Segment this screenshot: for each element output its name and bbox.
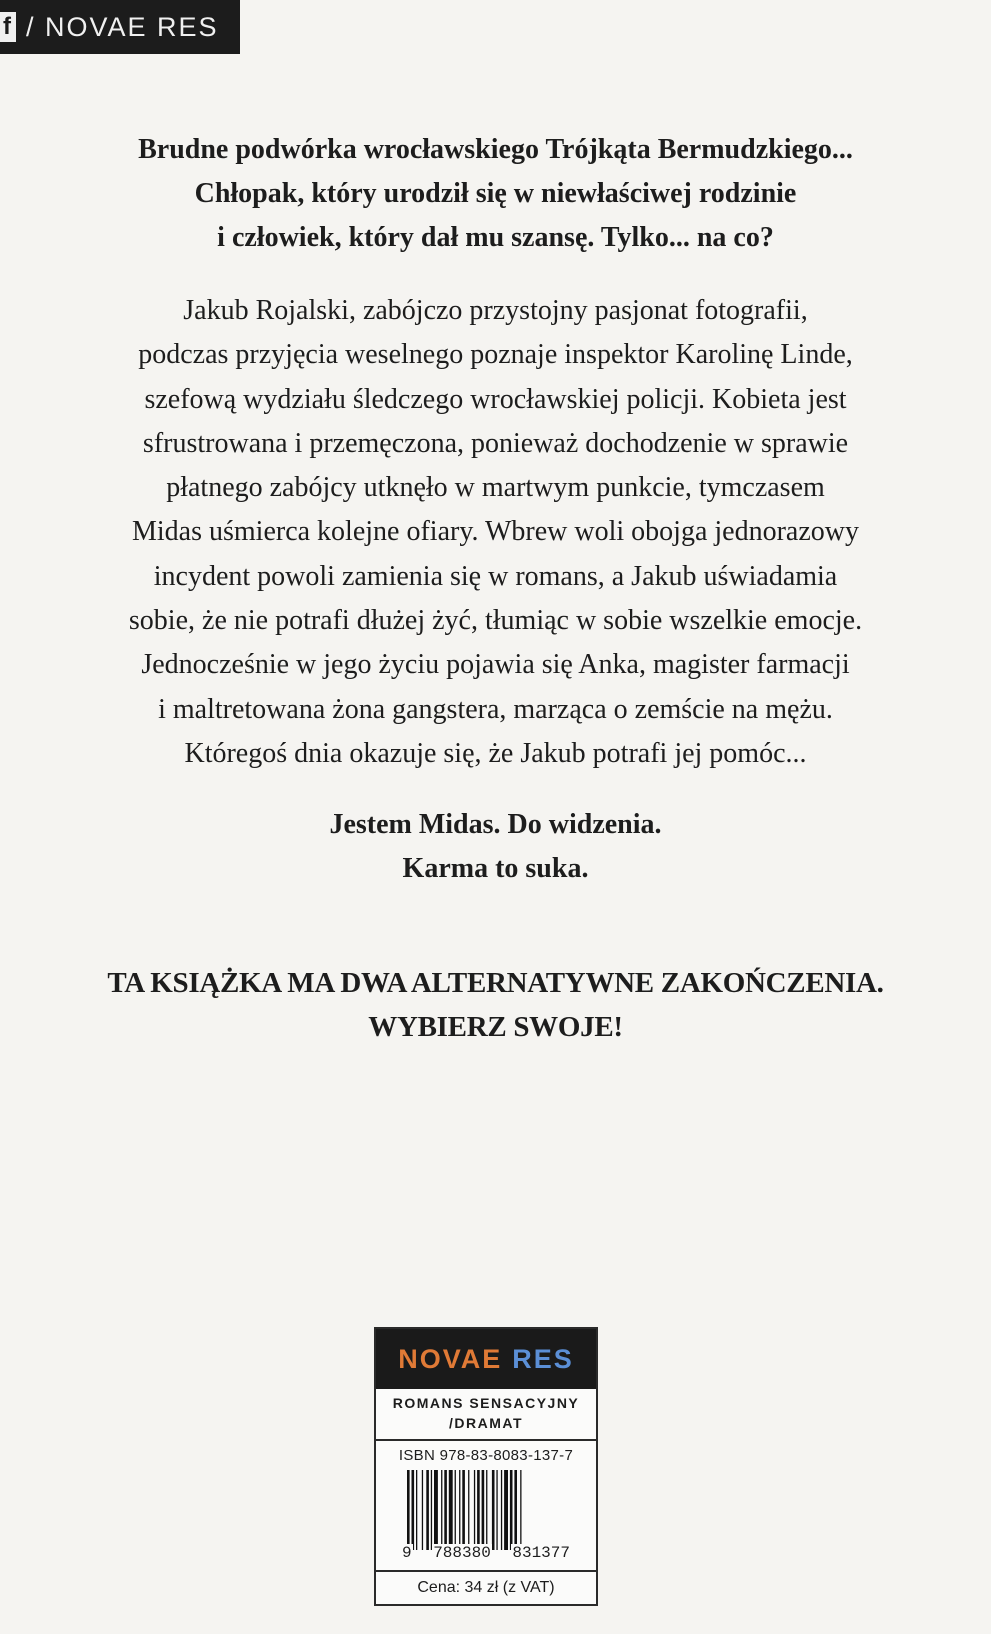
tagline-block	[0, 803, 991, 891]
barcode-bar	[486, 1470, 487, 1550]
description-line: płatnego zabójcy utknęło w martwym punkcie, tymczasem	[166, 472, 825, 504]
description-line: Midas uśmierca kolejne ofiary. Wbrew woli obojga jednorazowy	[131, 516, 859, 548]
barcode-bar	[501, 1470, 502, 1550]
barcode-bar	[426, 1470, 429, 1550]
barcode-bar	[422, 1470, 423, 1550]
back-cover-text	[0, 128, 991, 1049]
description-line: Jednocześnie w jego życiu pojawia się Anka, magister farmacji	[141, 649, 850, 681]
genre-line: /DRAMAT	[448, 1415, 523, 1431]
intro-block	[0, 128, 991, 260]
barcode-bar	[412, 1470, 415, 1550]
barcode-digit-group: 788380	[433, 1544, 491, 1562]
barcode	[401, 1470, 571, 1562]
alternative-endings-block	[0, 961, 991, 1049]
barcode-bar	[510, 1470, 513, 1550]
barcode-bar	[514, 1470, 517, 1550]
genre-line: ROMANS SENSACYJNY	[392, 1395, 580, 1411]
brand-second-word: RES	[512, 1343, 574, 1374]
barcode-digits	[401, 1544, 571, 1562]
description-line: Jakub Rojalski, zabójczo przystojny pasjonat fotografii,	[183, 295, 808, 326]
publisher-header-bar	[0, 0, 240, 54]
description-line: Któregoś dnia okazuje się, że Jakub potrafi jej pomóc...	[184, 737, 807, 769]
barcode-bar	[434, 1470, 438, 1550]
barcode-bar	[407, 1470, 410, 1550]
barcode-digit-group: 831377	[512, 1544, 570, 1562]
barcode-bar	[496, 1470, 497, 1550]
barcode-bar	[441, 1470, 442, 1550]
description-line: sfrustrowana i przemęczona, ponieważ dochodzenie w sprawie	[142, 427, 849, 459]
barcode-bar	[459, 1470, 460, 1550]
publisher-name: / NOVAE RES	[26, 11, 219, 42]
description-line: podczas przyjęcia weselnego poznaje inspektor Karolinę Linde,	[138, 339, 853, 371]
facebook-icon[interactable]: f	[0, 12, 16, 42]
price-label: Cena: 34 zł (z VAT)	[376, 1570, 596, 1604]
barcode-bar	[468, 1470, 469, 1550]
alternative-line: WYBIERZ SWOJE!	[368, 1011, 623, 1044]
barcode-bar	[449, 1470, 453, 1550]
book-info-box	[374, 1327, 598, 1606]
tagline-line: Karma to suka.	[402, 853, 589, 885]
publisher-logo	[376, 1329, 596, 1389]
description-line: i maltretowana żona gangstera, marząca o zemście na mężu.	[158, 693, 833, 725]
barcode-bar	[455, 1470, 456, 1550]
description-line: szefową wydziału śledczego wrocławskiej policji. Kobieta jest	[144, 383, 847, 415]
intro-line: Brudne podwórka wrocławskiego Trójkąta Bermudzkiego...	[138, 134, 853, 165]
barcode-bar	[504, 1470, 508, 1550]
intro-line: i człowiek, który dał mu szansę. Tylko... na co?	[217, 222, 774, 253]
barcode-bar	[444, 1470, 447, 1550]
barcode-bar	[477, 1470, 480, 1550]
barcode-bars	[401, 1470, 571, 1550]
barcode-bar	[462, 1470, 465, 1550]
barcode-bar	[431, 1470, 432, 1550]
barcode-bar	[416, 1470, 417, 1550]
alternative-line: TA KSIĄŻKA MA DWA ALTERNATYWNE ZAKOŃCZENIA.	[107, 967, 884, 1000]
barcode-digit-group: 9	[402, 1544, 412, 1562]
description-block	[0, 289, 991, 776]
tagline-line: Jestem Midas. Do widzenia.	[329, 809, 662, 841]
intro-line: Chłopak, który urodził się w niewłaściwej rodzinie	[194, 178, 797, 209]
description-line: sobie, że nie potrafi dłużej żyć, tłumiąc w sobie wszelkie emocje.	[128, 605, 863, 637]
barcode-bar	[474, 1470, 475, 1550]
description-line: incydent powoli zamienia się w romans, a Jakub uświadamia	[153, 560, 838, 592]
barcode-bar	[492, 1470, 495, 1550]
barcode-bar	[482, 1470, 485, 1550]
barcode-bar	[520, 1470, 521, 1550]
genre-label	[376, 1389, 596, 1441]
brand-first-word: NOVAE	[398, 1343, 503, 1374]
isbn-number: ISBN 978-83-8083-137-7	[398, 1447, 574, 1464]
